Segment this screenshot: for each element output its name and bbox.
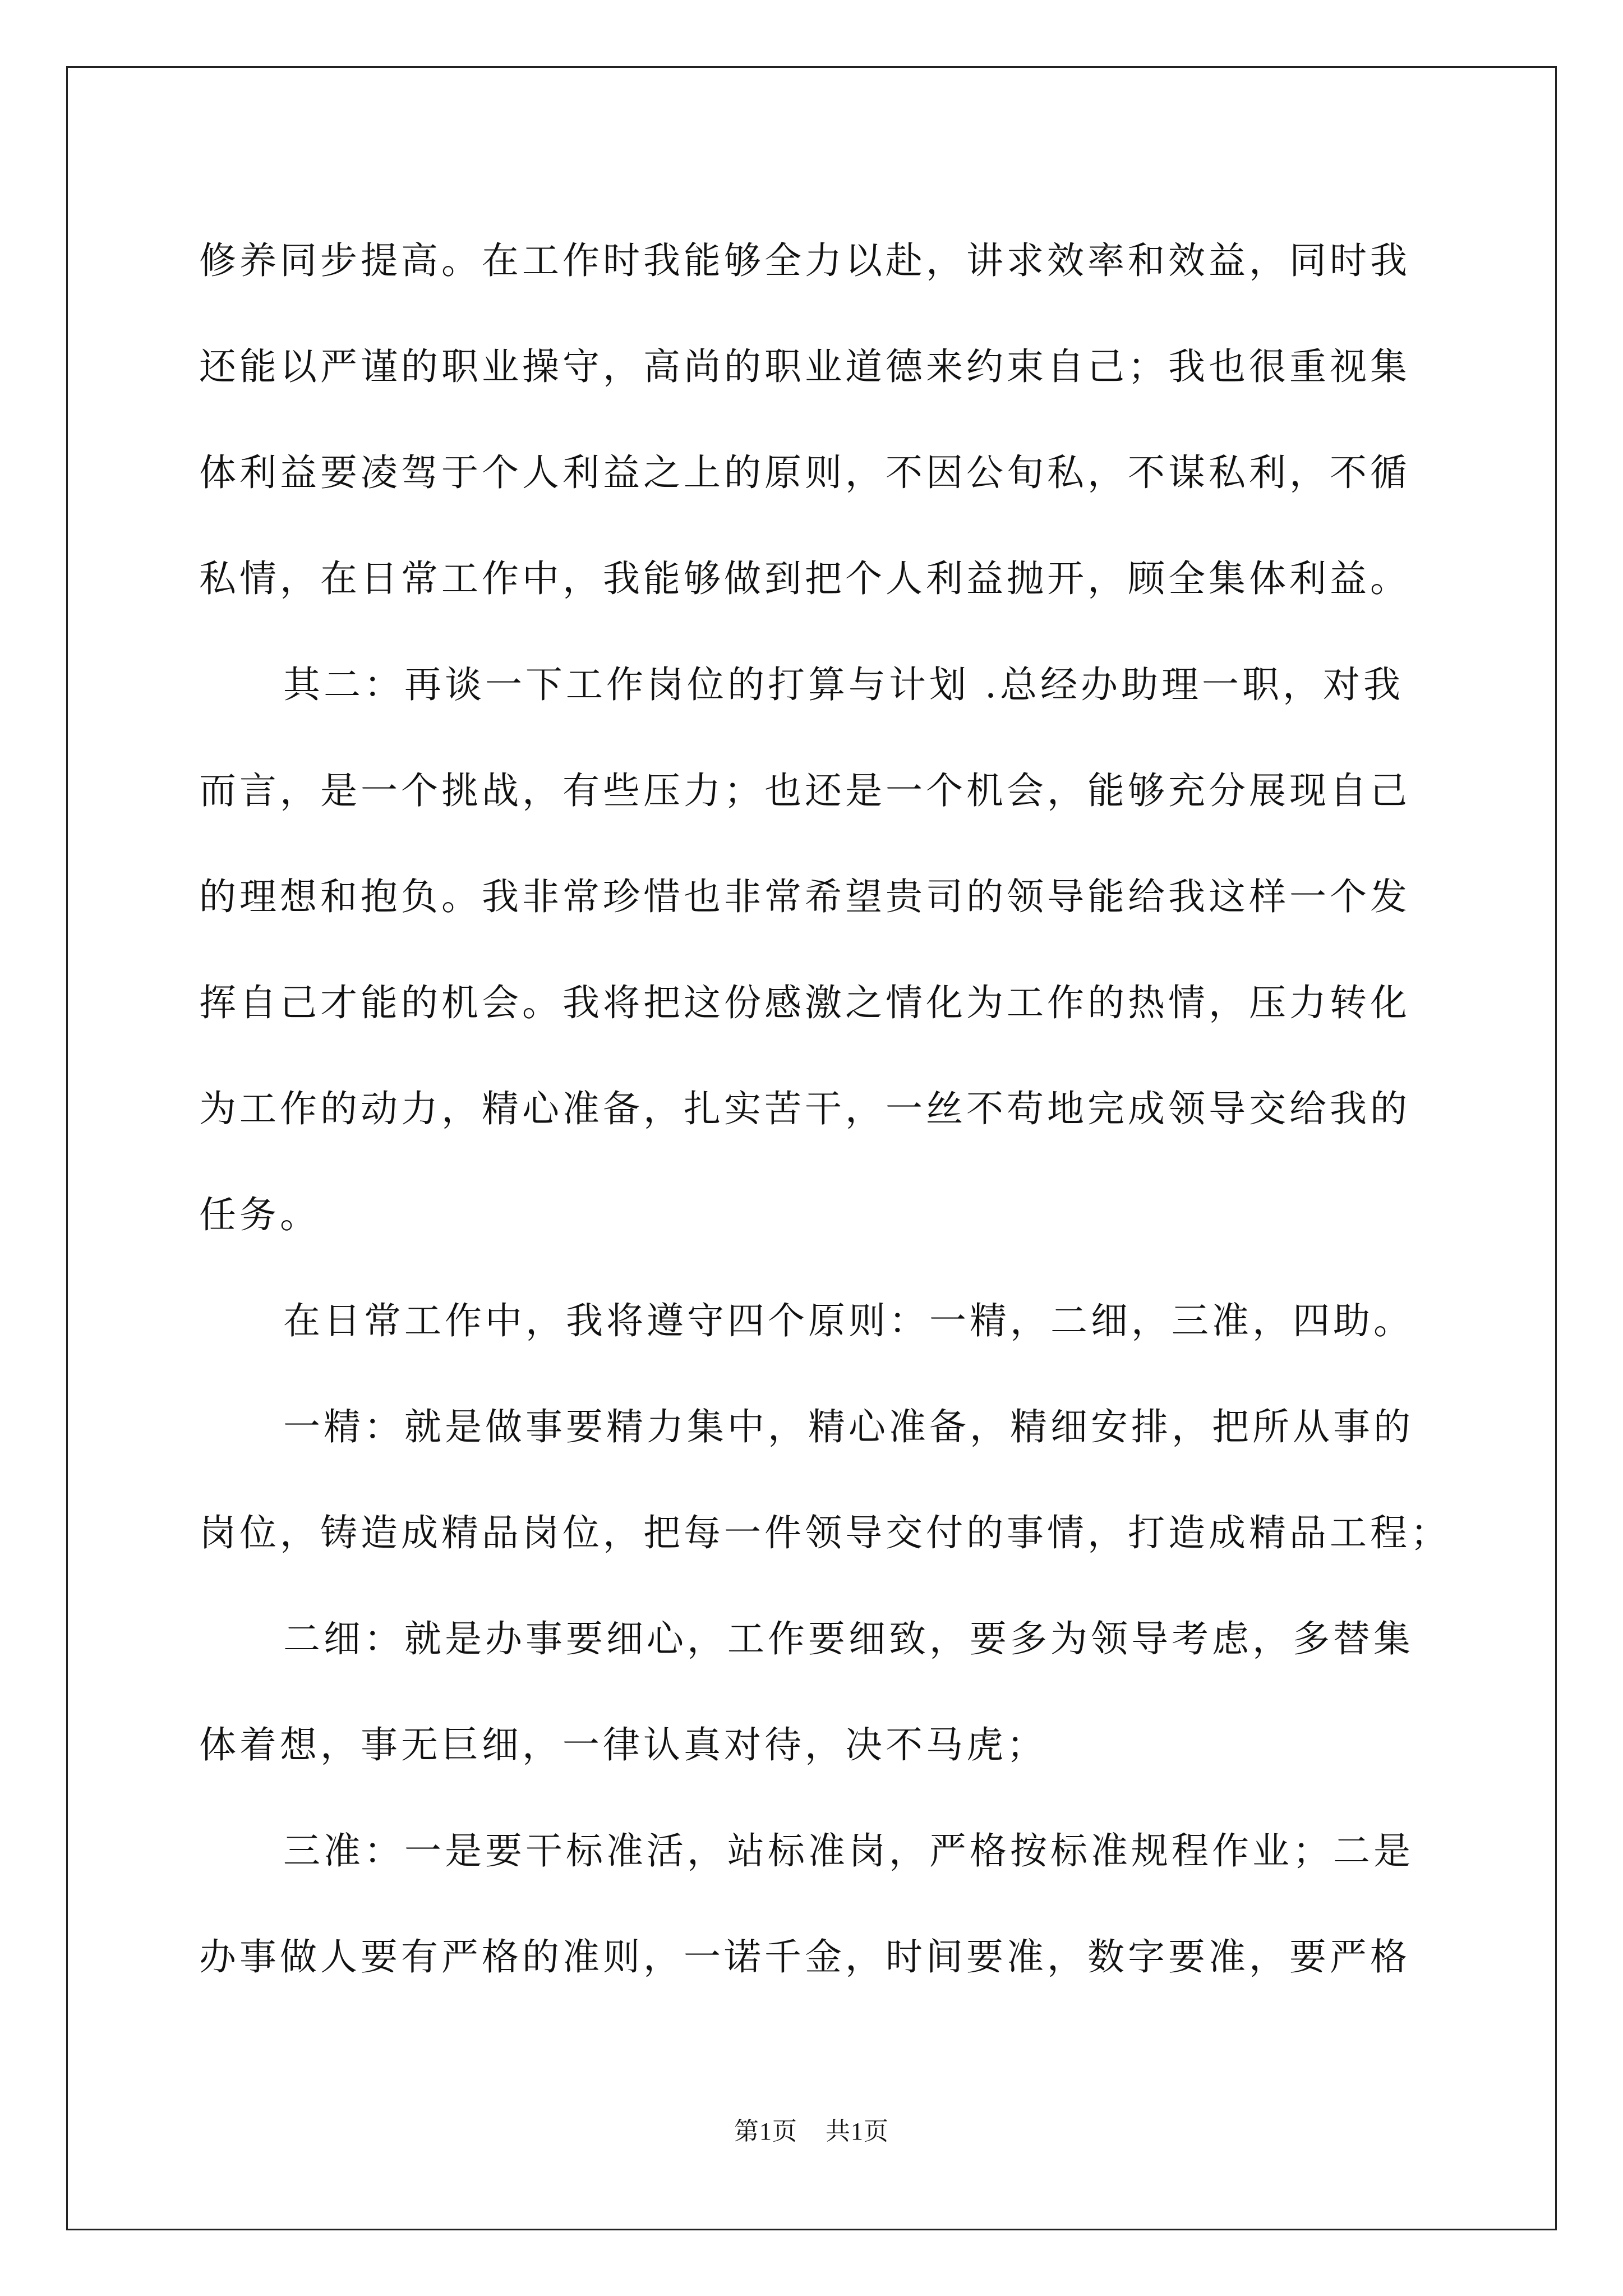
text-line: 而言，是一个挑战，有些压力；也还是一个机会，能够充分展现自己 bbox=[199, 769, 1410, 812]
text-line: 体利益要凌驾于个人利益之上的原则，不因公旬私，不谋私利，不循 bbox=[199, 451, 1410, 494]
text-line: 还能以严谨的职业操守，高尚的职业道德来约束自己；我也很重视集 bbox=[199, 345, 1410, 388]
text-line: 办事做人要有严格的准则，一诺千金，时间要准，数字要准，要严格 bbox=[199, 1935, 1410, 1978]
text-line: 任务。 bbox=[199, 1193, 320, 1236]
text-line: 修养同步提高。在工作时我能够全力以赴，讲求效率和效益，同时我 bbox=[199, 239, 1410, 282]
page-total: 共1页 bbox=[826, 2118, 889, 2145]
text-line: 其二：再谈一下工作岗位的打算与计划 .总经办助理一职，对我 bbox=[283, 663, 1404, 706]
text-line: 私情，在日常工作中，我能够做到把个人利益抛开，顾全集体利益。 bbox=[199, 557, 1410, 600]
text-line: 的理想和抱负。我非常珍惜也非常希望贵司的领导能给我这样一个发 bbox=[199, 875, 1410, 918]
text-line: 体着想，事无巨细，一律认真对待，决不马虎； bbox=[199, 1723, 1047, 1766]
text-line: 三准：一是要干标准活，站标准岗，严格按标准规程作业；二是 bbox=[283, 1829, 1414, 1872]
text-line: 挥自己才能的机会。我将把这份感激之情化为工作的热情，压力转化 bbox=[199, 981, 1410, 1024]
page-number: 第1页 bbox=[734, 2118, 797, 2145]
text-line: 二细：就是办事要细心，工作要细致，要多为领导考虑，多替集 bbox=[283, 1617, 1414, 1660]
text-line: 岗位，铸造成精品岗位，把每一件领导交付的事情，打造成精品工程； bbox=[199, 1511, 1451, 1554]
page-footer bbox=[0, 2115, 1623, 2148]
text-line: 一精：就是做事要精力集中，精心准备，精细安排，把所从事的 bbox=[283, 1405, 1414, 1448]
text-line: 为工作的动力，精心准备，扎实苦干，一丝不苟地完成领导交给我的 bbox=[199, 1087, 1410, 1130]
document-body bbox=[199, 208, 1451, 2010]
text-line: 在日常工作中，我将遵守四个原则：一精，二细，三准，四助。 bbox=[283, 1299, 1414, 1342]
